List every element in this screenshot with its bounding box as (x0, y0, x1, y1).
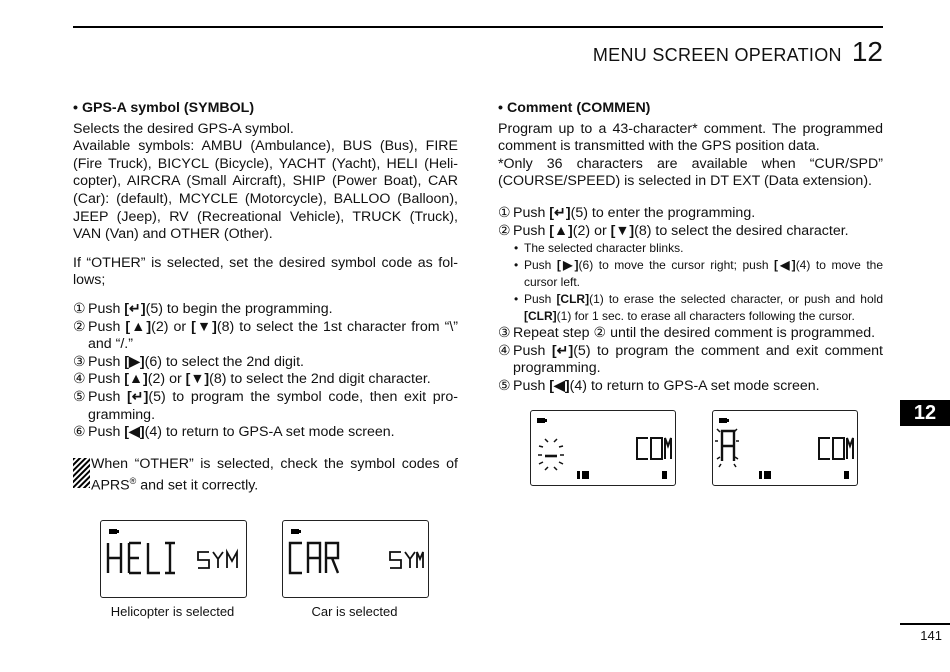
lcd-sub-sym (198, 552, 237, 568)
lcd-main-heli (108, 543, 175, 573)
left-column (73, 100, 458, 496)
page-header (593, 36, 883, 68)
comment-sub-3: • Push [CLR](1) to erase the selected character, or push and hold [CLR](1) for 1 sec. to erase all characters following the cursor. (514, 292, 883, 324)
comment-step-3: ③ Repeat step ② until the desired comment is programmed. (498, 325, 876, 342)
battery-icon (537, 418, 547, 423)
lcd-comment-a-display (712, 410, 858, 486)
caption-heli: Helicopter is selected (110, 604, 235, 619)
battery-icon (109, 529, 119, 534)
bottom-rule (900, 623, 950, 625)
caption-car: Car is selected (311, 604, 398, 619)
comment-heading: • Comment (COMMEN) (498, 100, 651, 116)
comment-intro: Program up to a 43-character* comment. The programmed comment is transmitted with the GPS position data. (498, 120, 883, 155)
right-column (498, 100, 883, 396)
lcd-heli-display (100, 520, 247, 598)
lcd-sub-com (637, 438, 671, 459)
symbol-step-5: ⑤ Push [↵](5) to program the symbol code, then exit pro-gramming. (73, 388, 459, 423)
lcd-sub-sym (390, 552, 423, 568)
symbol-heading: • GPS-A symbol (SYMBOL) (73, 100, 255, 116)
comment-step-4: ④ Push [↵](5) to program the comment and exit comment programming. (498, 342, 883, 377)
chapter-tab: 12 (900, 400, 950, 426)
symbol-step-4: ④ Push [▲](2) or [▼](8) to select the 2nd digit character. (73, 371, 431, 388)
other-instruction: If “OTHER” is selected, set the desired symbol code as fol-lows; (73, 254, 458, 289)
lcd-car-display (282, 520, 429, 598)
note-block (73, 456, 458, 496)
lcd-comment-blink-display (530, 410, 676, 486)
symbol-step-2: ② Push [▲](2) or [▼](8) to select the 1st character from “\” and “/.” (73, 318, 459, 353)
lcd-main-a (722, 431, 734, 461)
comment-footnote: *Only 36 characters are available when “CUR/SPD” (COURSE/SPEED) is selected in DT EXT (Data extension). (498, 155, 883, 190)
note-icon (73, 458, 90, 488)
status-segments (759, 471, 849, 479)
battery-icon (291, 529, 301, 534)
comment-step-2: ② Push [▲](2) or [▼](8) to select the desired character. (498, 222, 849, 239)
lcd-sub-com (819, 438, 853, 459)
note-text: When “OTHER” is selected, check the symbol codes of APRS® and set it correctly. (91, 455, 458, 495)
lcd-main-car (290, 543, 338, 573)
comment-sub-1: • The selected character blinks. (514, 241, 684, 256)
blink-rays (715, 429, 739, 467)
page-number: 141 (920, 628, 942, 643)
chapter-number: 12 (851, 36, 883, 67)
symbol-step-6: ⑥ Push [◀](4) to return to GPS-A set mode screen. (73, 424, 395, 441)
symbol-step-1: ① Push [↵](5) to begin the programming. (73, 300, 333, 317)
comment-sub-2: • Push [▶](6) to move the cursor right; push [◀](4) to move the cursor left. (514, 258, 884, 290)
symbol-intro: Selects the desired GPS-A symbol. (73, 120, 294, 137)
top-rule (73, 26, 883, 28)
comment-step-5: ⑤ Push [◀](4) to return to GPS-A set mode screen. (498, 377, 820, 394)
blink-rays (538, 439, 564, 470)
comment-step-1: ① Push [↵](5) to enter the programming. (498, 204, 756, 221)
status-segments (577, 471, 667, 479)
symbol-list: Available symbols: AMBU (Ambulance), BUS (Bus), FIRE (Fire Truck), BICYCL (Bicycle), YACHT (Yacht), HELI (Heli-copter), AIRCRA (Small Aircraft), SHIP (Power Boat), CAR (Car): (default), MCYCLE (Motorcycle), BALLOO (Balloon), JEEP (Jeep), RV (Recreational Vehicle), TRUCK (Truck), VAN (Van) and OTHER (Other). (73, 138, 458, 243)
battery-icon (719, 418, 729, 423)
section-title: MENU SCREEN OPERATION (592, 45, 842, 65)
symbol-step-3: ③ Push [▶](6) to select the 2nd digit. (73, 353, 304, 370)
